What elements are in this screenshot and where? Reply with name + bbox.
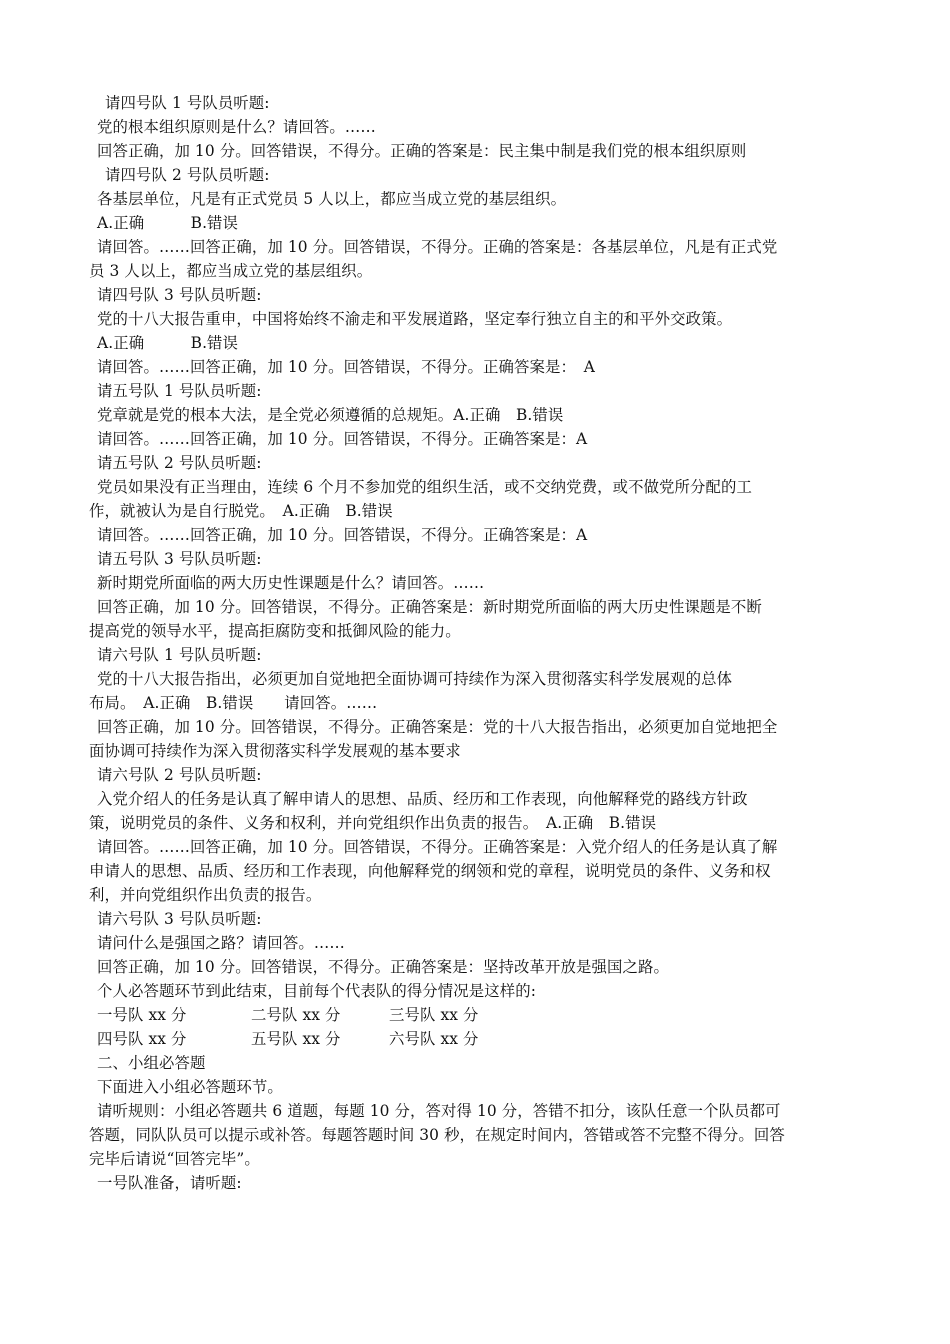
section-heading: 二、小组必答题 (97, 1054, 206, 1072)
text-line: 请六号队 3 号队员听题: (97, 910, 262, 928)
text-line: 请四号队 2 号队员听题: (105, 166, 270, 184)
text-line: 请回答。……回答正确，加 10 分。回答错误，不得分。正确答案是：入党介绍人的任务是认真了解 (97, 838, 778, 856)
text-line: 回答正确，加 10 分。回答错误，不得分。正确答案是：坚持改革开放是强国之路。 (97, 958, 669, 976)
score-row (97, 1003, 887, 1027)
text-line: 入党介绍人的任务是认真了解申请人的思想、品质、经历和工作表现，向他解释党的路线方针政 (97, 790, 748, 808)
text-line: 下面进入小组必答题环节。 (97, 1078, 283, 1096)
text-line: 员 3 人以上，都应当成立党的基层组织。 (89, 262, 373, 280)
text-line: 新时期党所面临的两大历史性课题是什么？请回答。…… (97, 574, 485, 592)
text-line: 完毕后请说“回答完毕”。 (89, 1150, 260, 1168)
text-line: 布局。 A.正确 B.错误 请回答。…… (89, 694, 378, 712)
score-table (97, 1003, 887, 1051)
text-line: 请五号队 2 号队员听题: (97, 454, 262, 472)
score-cell: 四号队 xx 分 (97, 1030, 187, 1048)
text-line: 面协调可持续作为深入贯彻落实科学发展观的基本要求 (89, 742, 461, 760)
score-cell: 三号队 xx 分 (389, 1006, 479, 1024)
text-line: 党章就是党的根本大法，是全党必须遵循的总规矩。A.正确 B.错误 (97, 406, 564, 424)
score-cell: 一号队 xx 分 (97, 1006, 187, 1024)
text-line: 请四号队 3 号队员听题: (97, 286, 262, 304)
text-line: 请五号队 1 号队员听题: (97, 382, 262, 400)
text-line: 党的十八大报告指出，必须更加自觉地把全面协调可持续作为深入贯彻落实科学发展观的总体 (97, 670, 733, 688)
text-line: A.正确 B.错误 (97, 214, 239, 232)
document-page (89, 91, 887, 1195)
text-line: 申请人的思想、品质、经历和工作表现，向他解释党的纲领和党的章程，说明党员的条件、义务和权 (89, 862, 771, 880)
text-line: 作，就被认为是自行脱党。 A.正确 B.错误 (89, 502, 393, 520)
text-line: 党员如果没有正当理由，连续 6 个月不参加党的组织生活，或不交纳党费，或不做党所分配的工 (97, 478, 752, 496)
text-line: 请回答。……回答正确，加 10 分。回答错误，不得分。正确答案是：A (97, 526, 588, 544)
text-line: 回答正确，加 10 分。回答错误，不得分。正确答案是：党的十八大报告指出，必须更加自觉地把全 (97, 718, 778, 736)
text-line: 利，并向党组织作出负责的报告。 (89, 886, 322, 904)
text-line: 回答正确，加 10 分。回答错误，不得分。正确答案是：新时期党所面临的两大历史性课题是不断 (97, 598, 762, 616)
text-line: 策，说明党员的条件、义务和权利，并向党组织作出负责的报告。 A.正确 B.错误 (89, 814, 657, 832)
section-group-answers (89, 1051, 887, 1195)
text-line: 请六号队 1 号队员听题: (97, 646, 262, 664)
text-line: 请回答。……回答正确，加 10 分。回答错误，不得分。正确答案是： A (97, 358, 596, 376)
text-line: 请五号队 3 号队员听题: (97, 550, 262, 568)
text-line: 请回答。……回答正确，加 10 分。回答错误，不得分。正确的答案是：各基层单位，凡是有正式党 (97, 238, 778, 256)
text-line: 请听规则：小组必答题共 6 道题，每题 10 分，答对得 10 分，答错不扣分，该队任意一个队员都可 (97, 1102, 781, 1120)
text-line: A.正确 B.错误 (97, 334, 239, 352)
text-line: 请六号队 2 号队员听题: (97, 766, 262, 784)
text-line: 一号队准备，请听题: (97, 1174, 242, 1192)
text-line: 请四号队 1 号队员听题: (105, 94, 270, 112)
score-cell: 五号队 xx 分 (251, 1030, 341, 1048)
score-cell: 六号队 xx 分 (389, 1030, 479, 1048)
text-line: 个人必答题环节到此结束，目前每个代表队的得分情况是这样的: (97, 982, 537, 1000)
text-line: 回答正确，加 10 分。回答错误，不得分。正确的答案是：民主集中制是我们党的根本组织原则 (97, 142, 747, 160)
text-line: 请回答。……回答正确，加 10 分。回答错误，不得分。正确答案是：A (97, 430, 588, 448)
score-row (97, 1027, 887, 1051)
text-line: 答题，同队队员可以提示或补答。每题答题时间 30 秒，在规定时间内，答错或答不完整不得分。回答 (89, 1126, 785, 1144)
text-line: 党的根本组织原则是什么？请回答。…… (97, 118, 376, 136)
score-cell: 二号队 xx 分 (251, 1006, 341, 1024)
document-body (89, 91, 887, 1003)
text-line: 请问什么是强国之路？请回答。…… (97, 934, 345, 952)
text-line: 各基层单位，凡是有正式党员 5 人以上，都应当成立党的基层组织。 (97, 190, 567, 208)
text-line: 提高党的领导水平，提高拒腐防变和抵御风险的能力。 (89, 622, 461, 640)
text-line: 党的十八大报告重申，中国将始终不渝走和平发展道路，坚定奉行独立自主的和平外交政策。 (97, 310, 733, 328)
